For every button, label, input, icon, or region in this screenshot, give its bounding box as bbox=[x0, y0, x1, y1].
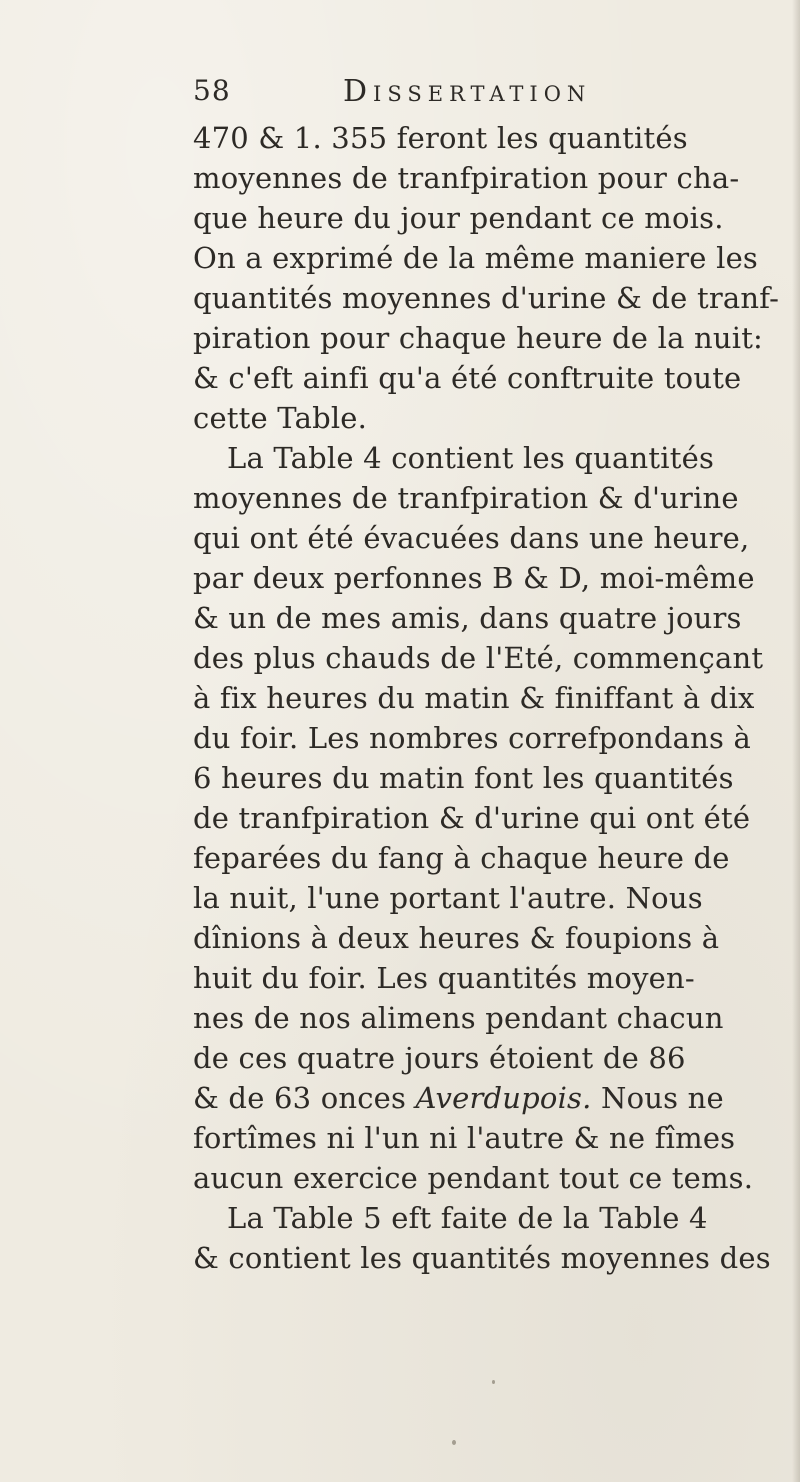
text-line: de ces quatre jours étoient de 86 bbox=[193, 1041, 686, 1075]
text-line: que heure du jour pendant ce mois. bbox=[193, 201, 724, 235]
paper-speck bbox=[452, 1440, 456, 1445]
text-line: des plus chauds de l'Eté, commençant bbox=[193, 641, 764, 675]
text-span: Nous ne bbox=[591, 1081, 724, 1115]
text-line: On a exprimé de la même maniere les bbox=[193, 241, 759, 275]
italic-term: Averdupois. bbox=[415, 1081, 592, 1115]
text-line: de tranfpiration & d'urine qui ont été bbox=[193, 801, 751, 835]
running-title: Dissertation bbox=[343, 74, 592, 109]
page-header bbox=[193, 72, 633, 118]
body-text bbox=[193, 118, 783, 1278]
text-line: & contient les quantités moyennes des bbox=[193, 1241, 771, 1275]
text-line: la nuit, l'une portant l'autre. Nous bbox=[193, 881, 703, 915]
text-line: & c'eft ainfi qu'a été conftruite toute bbox=[193, 361, 742, 395]
page-edge-shadow bbox=[792, 0, 800, 1482]
text-line: qui ont été évacuées dans une heure, bbox=[193, 521, 750, 555]
text-line: par deux perfonnes B & D, moi-même bbox=[193, 561, 755, 595]
paper-speck bbox=[492, 1380, 495, 1384]
text-line: quantités moyennes d'urine & de tranf- bbox=[193, 281, 780, 315]
page-number: 58 bbox=[193, 74, 231, 107]
paragraph-start-line: La Table 4 contient les quantités bbox=[227, 441, 715, 475]
text-line: 6 heures du matin font les quantités bbox=[193, 761, 734, 795]
text-line: dînions à deux heures & foupions à bbox=[193, 921, 720, 955]
paragraph-start-line: La Table 5 eft faite de la Table 4 bbox=[227, 1201, 708, 1235]
text-line: huit du foir. Les quantités moyen- bbox=[193, 961, 695, 995]
text-line: piration pour chaque heure de la nuit: bbox=[193, 321, 764, 355]
text-line: à fix heures du matin & finiffant à dix bbox=[193, 681, 755, 715]
text-line: feparées du fang à chaque heure de bbox=[193, 841, 730, 875]
text-line: du foir. Les nombres correfpondans à bbox=[193, 721, 752, 755]
text-line: cette Table. bbox=[193, 401, 368, 435]
text-span: & de 63 onces bbox=[193, 1081, 407, 1115]
text-line bbox=[193, 1078, 783, 1118]
text-line: aucun exercice pendant tout ce tems. bbox=[193, 1161, 754, 1195]
text-line: nes de nos alimens pendant chacun bbox=[193, 1001, 724, 1035]
text-line: & un de mes amis, dans quatre jours bbox=[193, 601, 742, 635]
text-line: fortîmes ni l'un ni l'autre & ne fîmes bbox=[193, 1121, 736, 1155]
text-line: moyennes de tranfpiration pour cha- bbox=[193, 161, 740, 195]
text-line: moyennes de tranfpiration & d'urine bbox=[193, 481, 739, 515]
text-line: 470 & 1. 355 feront les quantités bbox=[193, 121, 688, 155]
